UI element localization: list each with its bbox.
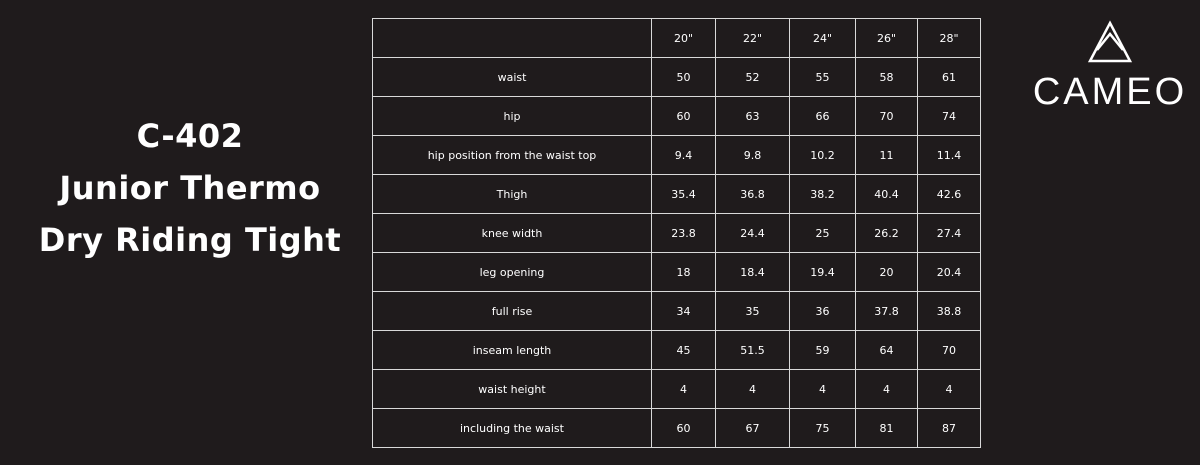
table-cell: 70 bbox=[856, 97, 918, 136]
header-size-cell: 28" bbox=[918, 19, 981, 58]
table-cell: 4 bbox=[716, 370, 790, 409]
product-code: C-402 bbox=[136, 117, 244, 155]
table-cell: 51.5 bbox=[716, 331, 790, 370]
row-label: knee width bbox=[373, 214, 652, 253]
table-cell: 20.4 bbox=[918, 253, 981, 292]
mountain-logo-icon bbox=[1087, 20, 1133, 64]
product-name-line-2: Dry Riding Tight bbox=[38, 221, 342, 259]
table-cell: 26.2 bbox=[856, 214, 918, 253]
header-label-cell bbox=[373, 19, 652, 58]
table-cell: 10.2 bbox=[790, 136, 856, 175]
row-label: waist bbox=[373, 58, 652, 97]
table-cell: 27.4 bbox=[918, 214, 981, 253]
table-row bbox=[373, 292, 981, 331]
row-label: full rise bbox=[373, 292, 652, 331]
table-cell: 60 bbox=[652, 409, 716, 448]
row-label: hip position from the waist top bbox=[373, 136, 652, 175]
table-cell: 58 bbox=[856, 58, 918, 97]
header-size-cell: 20" bbox=[652, 19, 716, 58]
table-cell: 40.4 bbox=[856, 175, 918, 214]
table-row bbox=[373, 136, 981, 175]
table-cell: 87 bbox=[918, 409, 981, 448]
table-row bbox=[373, 175, 981, 214]
row-label: inseam length bbox=[373, 331, 652, 370]
table-cell: 18.4 bbox=[716, 253, 790, 292]
row-label: leg opening bbox=[373, 253, 652, 292]
header-size-cell: 24" bbox=[790, 19, 856, 58]
product-name-line-1: Junior Thermo bbox=[59, 169, 321, 207]
table-cell: 18 bbox=[652, 253, 716, 292]
table-cell: 64 bbox=[856, 331, 918, 370]
table-cell: 4 bbox=[918, 370, 981, 409]
brand-name: CAMEO bbox=[1032, 71, 1188, 113]
table-cell: 36.8 bbox=[716, 175, 790, 214]
header-size-cell: 26" bbox=[856, 19, 918, 58]
table-cell: 45 bbox=[652, 331, 716, 370]
table-row bbox=[373, 370, 981, 409]
product-title bbox=[30, 110, 350, 266]
table-cell: 24.4 bbox=[716, 214, 790, 253]
table-cell: 70 bbox=[918, 331, 981, 370]
table-row bbox=[373, 253, 981, 292]
table-cell: 20 bbox=[856, 253, 918, 292]
table-cell: 63 bbox=[716, 97, 790, 136]
table-cell: 38.2 bbox=[790, 175, 856, 214]
table-cell: 11 bbox=[856, 136, 918, 175]
table-cell: 25 bbox=[790, 214, 856, 253]
brand-logo bbox=[1030, 20, 1190, 114]
table-cell: 34 bbox=[652, 292, 716, 331]
table-cell: 23.8 bbox=[652, 214, 716, 253]
table-cell: 59 bbox=[790, 331, 856, 370]
table-cell: 4 bbox=[790, 370, 856, 409]
table-cell: 75 bbox=[790, 409, 856, 448]
table-cell: 66 bbox=[790, 97, 856, 136]
table-cell: 50 bbox=[652, 58, 716, 97]
table-cell: 67 bbox=[716, 409, 790, 448]
table-cell: 9.4 bbox=[652, 136, 716, 175]
table-cell: 35 bbox=[716, 292, 790, 331]
table-cell: 74 bbox=[918, 97, 981, 136]
row-label: waist height bbox=[373, 370, 652, 409]
table-cell: 38.8 bbox=[918, 292, 981, 331]
table-header-row bbox=[373, 19, 981, 58]
size-chart-table bbox=[372, 18, 981, 448]
table-cell: 61 bbox=[918, 58, 981, 97]
table-cell: 19.4 bbox=[790, 253, 856, 292]
table-row bbox=[373, 97, 981, 136]
table-cell: 37.8 bbox=[856, 292, 918, 331]
table-cell: 4 bbox=[652, 370, 716, 409]
table-cell: 42.6 bbox=[918, 175, 981, 214]
table-cell: 55 bbox=[790, 58, 856, 97]
table-cell: 11.4 bbox=[918, 136, 981, 175]
table-cell: 35.4 bbox=[652, 175, 716, 214]
row-label: hip bbox=[373, 97, 652, 136]
table-cell: 81 bbox=[856, 409, 918, 448]
table-row bbox=[373, 214, 981, 253]
table-cell: 60 bbox=[652, 97, 716, 136]
table-cell: 52 bbox=[716, 58, 790, 97]
table-row bbox=[373, 409, 981, 448]
table-cell: 9.8 bbox=[716, 136, 790, 175]
table-cell: 36 bbox=[790, 292, 856, 331]
table-row bbox=[373, 58, 981, 97]
header-size-cell: 22" bbox=[716, 19, 790, 58]
row-label: including the waist bbox=[373, 409, 652, 448]
row-label: Thigh bbox=[373, 175, 652, 214]
table-cell: 4 bbox=[856, 370, 918, 409]
table-row bbox=[373, 331, 981, 370]
